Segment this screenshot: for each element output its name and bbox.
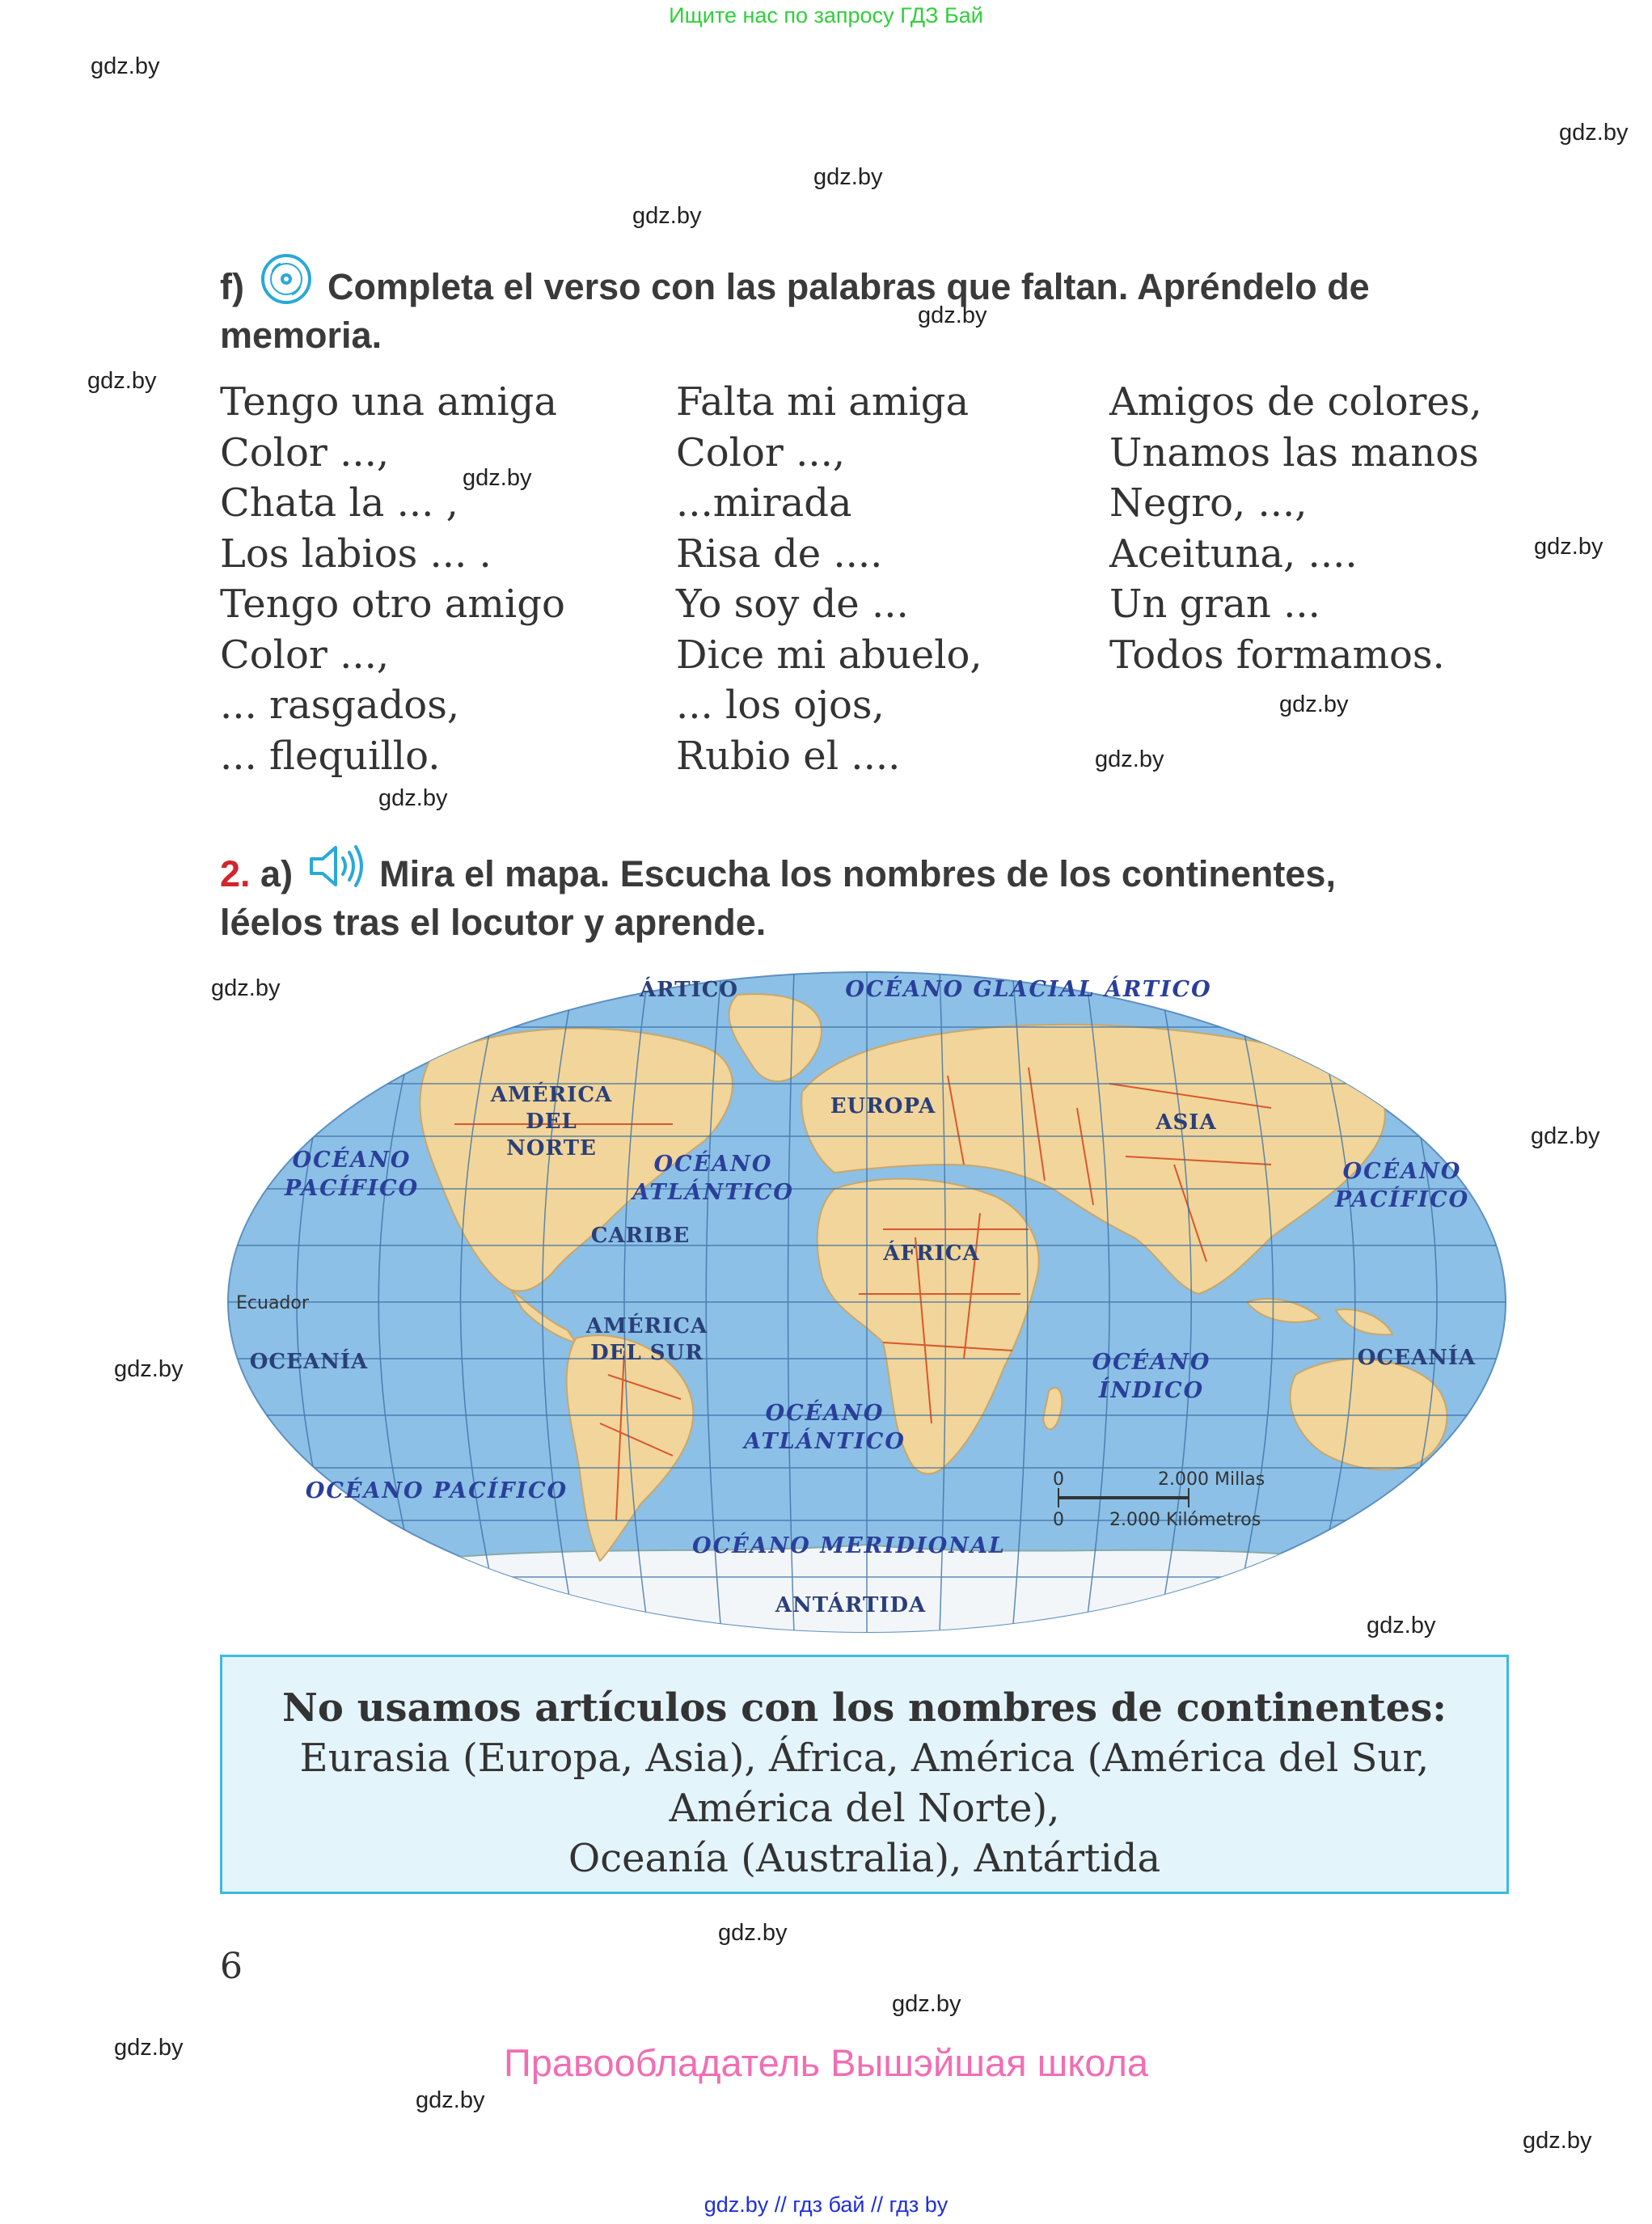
exercise-letter: f): [220, 266, 244, 307]
watermark: gdz.by: [813, 164, 883, 190]
map-label-pacifico-w: PACÍFICO: [284, 1176, 420, 1201]
page-number: 6: [220, 1946, 243, 1987]
watermark: gdz.by: [632, 203, 702, 229]
scale-zero: 0: [1053, 1469, 1064, 1490]
verse-line: Rubio el ....: [676, 733, 901, 779]
exercise-instruction: Completa el verso con las palabras que faltan. Apréndelo de: [327, 266, 1370, 307]
map-label-america-norte: NORTE: [506, 1136, 597, 1161]
map-label-america-sur: DEL SUR: [590, 1341, 703, 1365]
map-label-europa: EUROPA: [830, 1094, 936, 1118]
map-label-pacifico-e: OCÉANO: [1342, 1159, 1462, 1184]
exercise-number: 2.: [220, 853, 251, 894]
exercise-instruction-cont: memoria.: [220, 315, 382, 356]
watermark: gdz.by: [378, 785, 448, 811]
map-label-america-norte: AMÉRICA: [490, 1083, 613, 1107]
rule-title: No usamos artículos con los nombres de continentes:: [282, 1685, 1447, 1731]
verse-line: Color ...,: [220, 632, 390, 678]
verse-line: Unamos las manos: [1109, 429, 1479, 476]
verse-line: ...mirada: [676, 480, 852, 526]
map-label-oceania-e: OCEANÍA: [1357, 1346, 1477, 1370]
watermark: gdz.by: [718, 1920, 788, 1946]
watermark: gdz.by: [416, 2087, 485, 2113]
verse-column-1: [220, 377, 565, 781]
verse-column-2: [676, 377, 982, 781]
scale-km: 2.000 Kilómetros: [1109, 1510, 1261, 1530]
verse-line: Amigos de colores,: [1109, 379, 1482, 425]
verse-line: Color ...,: [676, 429, 846, 476]
map-label-oceania-w: OCEANÍA: [249, 1350, 369, 1374]
watermark: gdz.by: [114, 1356, 184, 1382]
map-label-america-sur: AMÉRICA: [585, 1314, 708, 1338]
exercise-instruction: Mira el mapa. Escucha los nombres de los continentes,: [379, 853, 1336, 894]
map-label-africa: ÁFRICA: [883, 1241, 980, 1266]
exercise-letter: a): [260, 853, 294, 894]
verse-column-3: [1109, 377, 1482, 680]
rule-line: América del Norte),: [669, 1786, 1060, 1831]
rule-line: Eurasia (Europa, Asia), África, América (América del Sur,: [299, 1736, 1430, 1781]
watermark: gdz.by: [892, 1991, 961, 2017]
verse-line: ... rasgados,: [220, 683, 460, 728]
verse-line: Color ...,: [220, 429, 390, 476]
verse-line: Los labios ... .: [220, 531, 492, 577]
cd-icon[interactable]: [260, 252, 313, 306]
new-zealand-shape: [1476, 1452, 1494, 1485]
verse-line: Dice mi abuelo,: [676, 632, 982, 678]
verse-line: Un gran ...: [1109, 581, 1320, 627]
map-label-atlantico-n: OCÉANO: [653, 1152, 773, 1177]
rule-line: Oceanía (Australia), Antártida: [568, 1836, 1161, 1881]
footer-links[interactable]: gdz.by // гдз бай // гдз by: [703, 2192, 949, 2217]
verse-line: Negro, ...,: [1109, 480, 1308, 526]
watermark: gdz.by: [91, 53, 160, 79]
watermark: gdz.by: [211, 975, 281, 1001]
watermark: gdz.by: [114, 2035, 184, 2061]
map-label-caribe: CARIBE: [590, 1224, 691, 1248]
verse-line: Yo soy de ...: [676, 581, 909, 627]
grammar-rule-box: [220, 1655, 1509, 1894]
exercise-instruction-cont: léelos tras el locutor y aprende.: [220, 902, 767, 943]
rights-holder: Правообладатель Вышэйшая школа: [503, 2041, 1149, 2084]
watermark: gdz.by: [463, 465, 532, 491]
watermark: gdz.by: [1531, 1123, 1600, 1149]
map-label-atlantico-n: ATLÁNTICO: [632, 1180, 794, 1205]
map-label-pacifico-e: PACÍFICO: [1334, 1187, 1470, 1212]
verse-line: ... los ojos,: [676, 683, 885, 728]
map-label-america-norte: DEL: [526, 1110, 577, 1134]
speaker-icon[interactable]: [306, 841, 366, 891]
verse-line: Chata la ... ,: [220, 480, 458, 526]
scale-miles: 2.000 Millas: [1158, 1469, 1265, 1490]
map-label-asia: ASIA: [1156, 1110, 1217, 1135]
scale-zero: 0: [1053, 1510, 1064, 1530]
map-label-meridional: OCÉANO MERIDIONAL: [692, 1533, 1006, 1558]
watermark: gdz.by: [1095, 746, 1164, 772]
map-label-indico: OCÉANO: [1092, 1350, 1211, 1375]
top-banner: Ищите нас по запросу ГДЗ Бай: [669, 3, 983, 27]
verse-line: Tengo una amiga: [220, 379, 558, 425]
map-label-indico: ÍNDICO: [1098, 1378, 1205, 1403]
verse-line: ... flequillo.: [220, 733, 441, 779]
map-label-artico: ÁRTICO: [639, 978, 739, 1002]
watermark: gdz.by: [918, 302, 987, 328]
watermark: gdz.by: [1279, 691, 1349, 717]
exercise-f-heading: [220, 252, 1514, 360]
watermark: gdz.by: [1534, 534, 1603, 560]
watermark: gdz.by: [1559, 120, 1629, 146]
watermark: gdz.by: [1523, 2128, 1592, 2154]
verse-line: Risa de ....: [676, 531, 883, 577]
map-label-ecuador: Ecuador: [236, 1293, 309, 1313]
watermark: gdz.by: [1367, 1613, 1436, 1638]
map-label-pacifico-s: OCÉANO PACÍFICO: [305, 1478, 568, 1503]
map-label-antartida: ANTÁRTIDA: [775, 1593, 927, 1617]
map-label-oceano-glacial: OCÉANO GLACIAL ÁRTICO: [845, 977, 1212, 1002]
verse-line: Falta mi amiga: [676, 379, 970, 425]
watermark: gdz.by: [87, 368, 157, 394]
map-label-atlantico-s: ATLÁNTICO: [744, 1429, 906, 1454]
verse-line: Aceituna, ....: [1109, 531, 1358, 577]
map-label-atlantico-s: OCÉANO: [765, 1401, 885, 1426]
exercise-2-heading: [220, 841, 1514, 947]
world-map: [220, 970, 1514, 1634]
map-label-pacifico-w: OCÉANO: [292, 1148, 412, 1173]
verse-line: Todos formamos.: [1109, 632, 1445, 678]
verse-line: Tengo otro amigo: [220, 581, 565, 627]
